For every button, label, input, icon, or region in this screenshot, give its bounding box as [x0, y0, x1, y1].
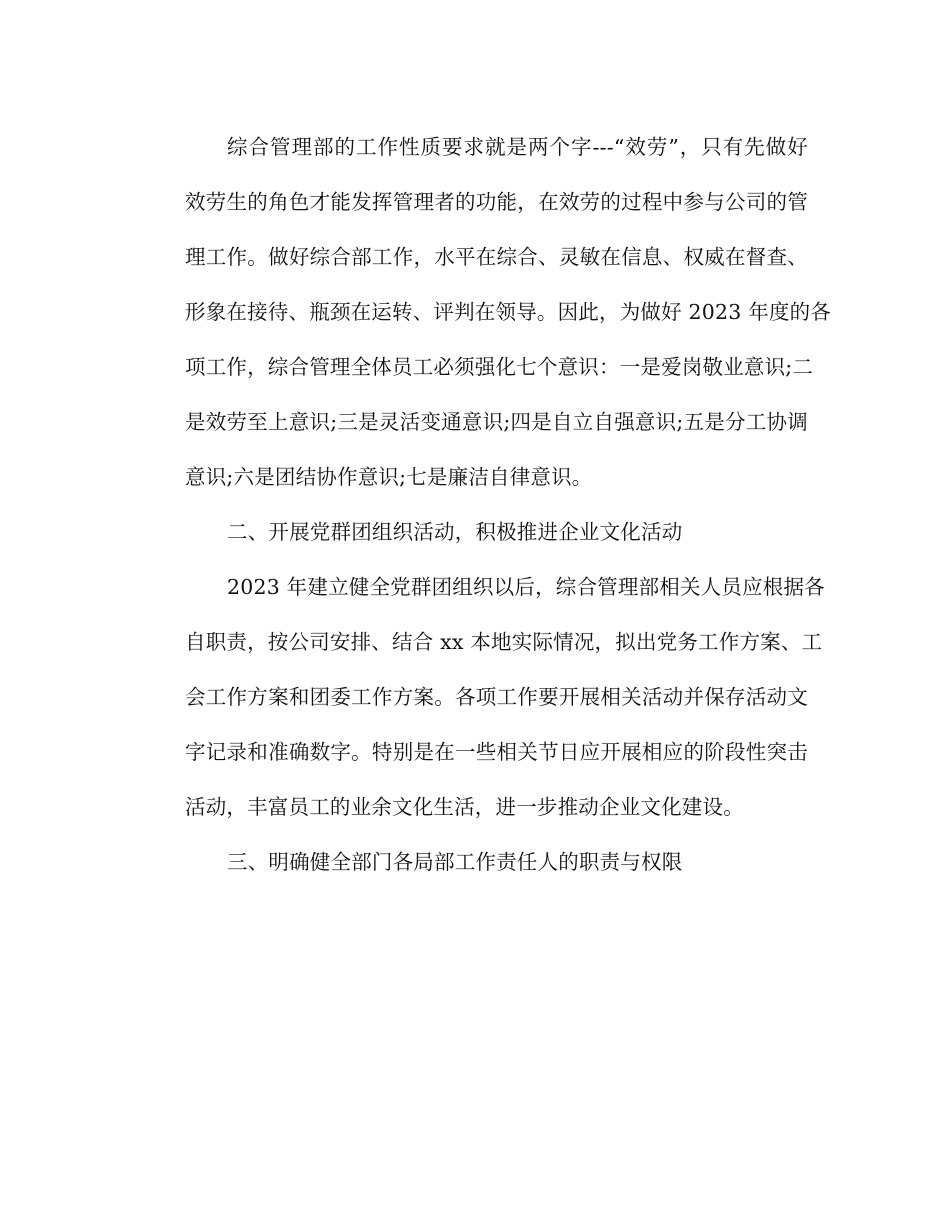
text-line: 活动，丰富员工的业余文化生活，进一步推动企业文化建设。 — [185, 795, 744, 819]
heading-line: 三、明确健全部门各局部工作责任人的职责与权限 — [227, 850, 683, 874]
text-line: 2023 年建立健全党群团组织以后，综合管理部相关人员应根据各 — [227, 575, 825, 599]
text-line: 综合管理部的工作性质要求就是两个字---“效劳”，只有先做好 — [227, 135, 808, 159]
text-line: 自职责，按公司安排、结合 xx 本地实际情况，拟出党务工作方案、工 — [185, 630, 823, 654]
text-line: 项工作，综合管理全体员工必须强化七个意识：一是爱岗敬业意识;二 — [185, 355, 814, 379]
paragraph-work-nature — [143, 120, 832, 505]
text-line: 是效劳至上意识;三是灵活变通意识;四是自立自强意识;五是分工协调 — [185, 410, 808, 434]
text-line: 理工作。做好综合部工作，水平在综合、灵敏在信息、权威在督查、 — [185, 245, 808, 269]
heading-line: 二、开展党群团组织活动，积极推进企业文化活动 — [227, 520, 683, 544]
paragraph-party-organization — [143, 560, 825, 835]
text-line: 形象在接待、瓶颈在运转、评判在领导。因此，为做好 2023 年度的各 — [185, 300, 832, 324]
section-heading-responsibilities — [143, 835, 808, 890]
text-line: 效劳生的角色才能发挥管理者的功能，在效劳的过程中参与公司的管 — [185, 190, 808, 214]
document-body — [143, 120, 832, 890]
section-heading-party-activities — [143, 505, 808, 560]
text-line: 意识;六是团结协作意识;七是廉洁自律意识。 — [185, 465, 593, 489]
text-line: 会工作方案和团委工作方案。各项工作要开展相关活动并保存活动文 — [185, 685, 808, 709]
text-line: 字记录和准确数字。特别是在一些相关节日应开展相应的阶段性突击 — [185, 740, 808, 764]
